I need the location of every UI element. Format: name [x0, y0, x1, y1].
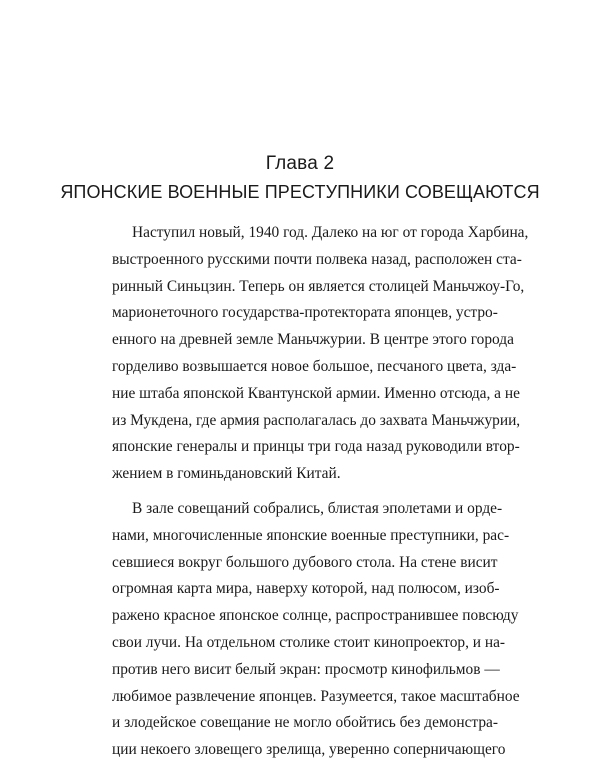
- paragraph: [112, 220, 529, 488]
- chapter-title: ЯПОНСКИЕ ВОЕННЫЕ ПРЕСТУПНИКИ СОВЕЩАЮТСЯ: [60, 182, 540, 202]
- text-line: ние штаба японской Квантунской армии. Именно отсюда, а не: [112, 384, 520, 402]
- chapter-heading: [0, 152, 600, 205]
- text-line: японские генералы и принцы три года назад руководили втор-: [112, 438, 520, 456]
- paragraph: [112, 496, 520, 764]
- text-line: севшиеся вокруг большого дубового стола. На стене висит: [112, 553, 498, 571]
- text-line: ринный Синьцзин. Теперь он является столицей Маньчжоу-Го,: [112, 277, 525, 295]
- chapter-body: [112, 220, 529, 764]
- text-line: против него висит белый экран: просмотр кинофильмов —: [112, 660, 500, 678]
- text-line: из Мукдена, где армия располагалась до захвата Маньчжурии,: [112, 411, 521, 429]
- text-line: и злодейское совещание не могло обойтись без демонстра-: [112, 714, 498, 732]
- text-line: свои лучи. На отдельном столике стоит кинопроектор, и на-: [112, 633, 506, 651]
- text-line: енного на древней земле Маньчжурии. В центре этого города: [112, 331, 514, 349]
- text-line: нами, многочисленные японские военные преступники, рас-: [112, 526, 510, 544]
- paragraph-gap: [112, 488, 491, 496]
- text-line: любимое развлечение японцев. Разумеется, такое масштабное: [112, 687, 520, 705]
- text-line: В зале совещаний собрались, блистая эполетами и орде-: [132, 499, 503, 517]
- chapter-number: Глава 2: [265, 153, 335, 174]
- text-line: Наступил новый, 1940 год. Далеко на юг от города Харбина,: [132, 224, 529, 241]
- text-line: огромная карта мира, наверху которой, над полюсом, изоб-: [112, 580, 500, 598]
- text-line: выстроенного русскими почти полвека назад, расположен ста-: [112, 250, 522, 268]
- text-line: ражено красное японское солнце, распространившее повсюду: [112, 607, 519, 625]
- text-line: жением в гоминьдановский Китай.: [112, 465, 341, 483]
- text-line: горделиво возвышается новое большое, песчаного цвета, зда-: [112, 357, 517, 375]
- text-line: ции некоего зловещего зрелища, уверенно соперничающего: [112, 741, 506, 759]
- text-line: марионеточного государства-протектората японцев, устро-: [112, 304, 498, 322]
